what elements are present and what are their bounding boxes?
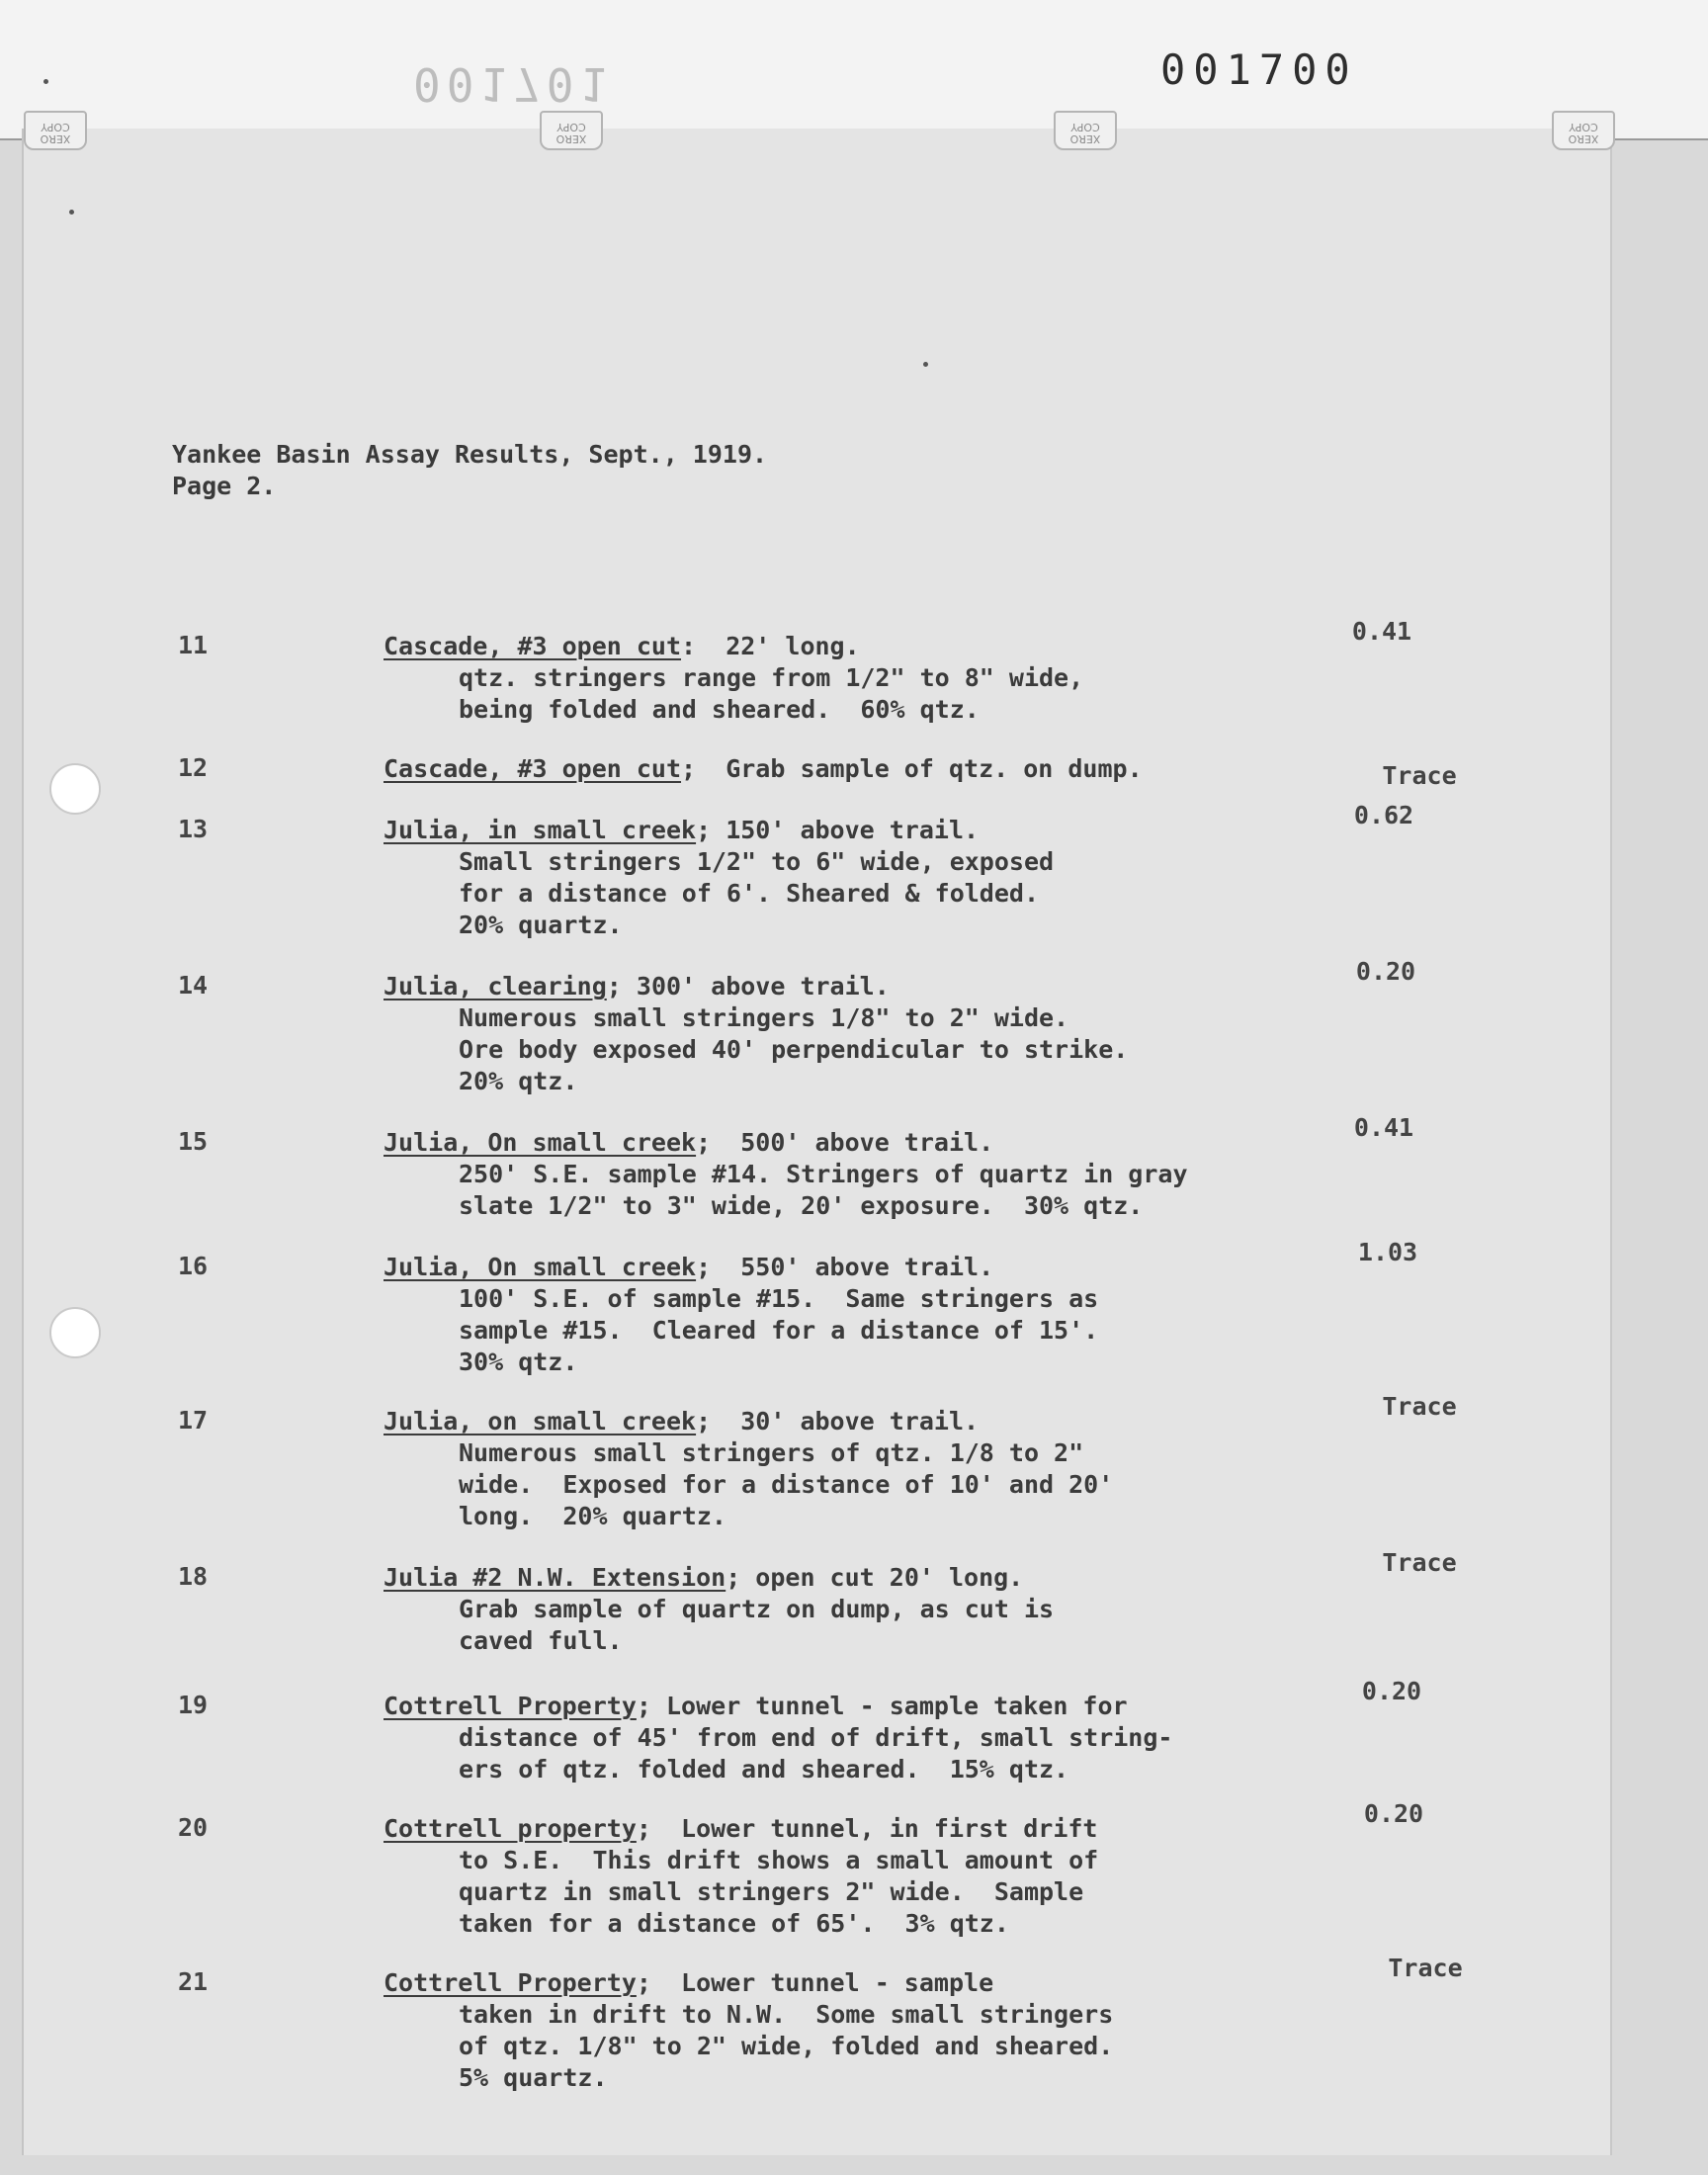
sample-description xyxy=(384,1691,1172,1785)
location-separator: ; xyxy=(696,816,712,844)
document-title xyxy=(172,439,767,502)
page-label: Page 2. xyxy=(172,472,277,500)
assay-result: 1.03 xyxy=(1357,1238,1418,1266)
description-first-line xyxy=(384,754,1143,783)
description-first-line xyxy=(384,1968,993,1997)
description-line: sample #15. Cleared for a distance of 15'. xyxy=(459,1316,1099,1345)
description-first-line xyxy=(384,1814,1097,1843)
description-line: 100' S.E. of sample #15. Same stringers as xyxy=(459,1284,1099,1313)
sample-number: 20 xyxy=(178,1813,209,1842)
description-lead: Lower tunnel - sample xyxy=(650,1968,994,1997)
location-separator: ; xyxy=(606,972,622,1000)
assay-result: 0.62 xyxy=(1353,801,1414,829)
description-lead: 22' long. xyxy=(696,632,860,660)
assay-result: Trace xyxy=(1382,1392,1457,1421)
location-separator: ; xyxy=(696,1407,712,1436)
sample-location: Cottrell Property xyxy=(384,1968,637,1997)
sample-number: 11 xyxy=(178,631,209,659)
description-lead: Lower tunnel - sample taken for xyxy=(650,1692,1128,1720)
description-line: for a distance of 6'. Sheared & folded. xyxy=(459,879,1039,908)
description-line: long. 20% quartz. xyxy=(459,1502,726,1530)
speck xyxy=(69,210,74,215)
description-line: wide. Exposed for a distance of 10' and 20' xyxy=(459,1470,1114,1499)
sample-number: 14 xyxy=(178,971,209,1000)
sample-description xyxy=(384,753,1143,785)
assay-result: Trace xyxy=(1382,761,1457,790)
description-lead: Grab sample of qtz. on dump. xyxy=(696,754,1143,783)
assay-result: 0.20 xyxy=(1355,957,1416,986)
description-line: 20% qtz. xyxy=(459,1067,578,1095)
description-line: Ore body exposed 40' perpendicular to strike. xyxy=(459,1035,1129,1064)
assay-result: 0.41 xyxy=(1353,1113,1414,1142)
sample-number: 12 xyxy=(178,753,209,782)
description-line: taken in drift to N.W. Some small stringers xyxy=(459,2000,1114,2029)
assay-result: 0.20 xyxy=(1361,1677,1422,1705)
assay-result: 0.41 xyxy=(1351,617,1412,646)
sample-number: 15 xyxy=(178,1127,209,1156)
location-separator: ; xyxy=(681,754,697,783)
sample-location: Julia, clearing xyxy=(384,972,607,1000)
sample-number: 21 xyxy=(178,1967,209,1996)
description-lead: 30' above trail. xyxy=(711,1407,980,1436)
sample-description xyxy=(384,631,1083,726)
sample-description xyxy=(384,815,1054,941)
ghost-document-number: 001701 xyxy=(413,57,614,111)
document-number: 001700 xyxy=(1160,45,1358,94)
location-separator: ; xyxy=(636,1692,651,1720)
description-line: being folded and sheared. 60% qtz. xyxy=(459,695,980,724)
description-line: quartz in small stringers 2" wide. Sample xyxy=(459,1877,1084,1906)
description-first-line xyxy=(384,1128,993,1157)
sample-description xyxy=(384,971,1128,1097)
location-separator: ; xyxy=(726,1563,741,1592)
sample-location: Julia, On small creek xyxy=(384,1128,697,1157)
description-lead: 150' above trail. xyxy=(711,816,980,844)
description-line: to S.E. This drift shows a small amount of xyxy=(459,1846,1099,1874)
sample-location: Julia #2 N.W. Extension xyxy=(384,1563,726,1592)
description-lead: open cut 20' long. xyxy=(740,1563,1024,1592)
sample-description xyxy=(384,1562,1054,1657)
location-separator: ; xyxy=(636,1814,651,1843)
description-first-line xyxy=(384,1692,1128,1720)
sample-location: Cottrell Property xyxy=(384,1692,637,1720)
title-line: Yankee Basin Assay Results, Sept., 1919. xyxy=(172,440,768,469)
sample-description xyxy=(384,1967,1113,2094)
description-line: qtz. stringers range from 1/2" to 8" wide, xyxy=(459,663,1084,692)
description-first-line xyxy=(384,1563,1023,1592)
xerox-copy-stamp: XERO COPY xyxy=(1054,111,1117,150)
description-line: caved full. xyxy=(459,1626,623,1655)
description-lead: Lower tunnel, in first drift xyxy=(650,1814,1098,1843)
description-line: 30% qtz. xyxy=(459,1348,578,1376)
assay-result: Trace xyxy=(1388,1954,1463,1982)
description-lead: 300' above trail. xyxy=(621,972,890,1000)
description-line: Numerous small stringers 1/8" to 2" wide. xyxy=(459,1003,1069,1032)
sample-description xyxy=(384,1252,1098,1378)
description-line: Small stringers 1/2" to 6" wide, exposed xyxy=(459,847,1055,876)
description-first-line xyxy=(384,816,979,844)
xerox-copy-stamp: XERO COPY xyxy=(540,111,603,150)
sample-location: Julia, On small creek xyxy=(384,1253,697,1281)
sample-location: Julia, in small creek xyxy=(384,816,697,844)
description-line: 250' S.E. sample #14. Stringers of quartz in gray xyxy=(459,1160,1188,1188)
xerox-copy-stamp: XERO COPY xyxy=(24,111,87,150)
description-line: taken for a distance of 65'. 3% qtz. xyxy=(459,1909,1009,1938)
sample-location: Cottrell property xyxy=(384,1814,637,1843)
sample-number: 19 xyxy=(178,1691,209,1719)
assay-result: Trace xyxy=(1382,1548,1457,1577)
punch-hole xyxy=(49,1307,101,1358)
description-lead: 550' above trail. xyxy=(711,1253,994,1281)
sample-description xyxy=(384,1406,1113,1532)
location-separator: ; xyxy=(696,1253,712,1281)
punch-hole xyxy=(49,763,101,815)
description-line: Grab sample of quartz on dump, as cut is xyxy=(459,1595,1055,1623)
description-line: ers of qtz. folded and sheared. 15% qtz. xyxy=(459,1755,1069,1784)
sample-number: 17 xyxy=(178,1406,209,1435)
sample-number: 16 xyxy=(178,1252,209,1280)
location-separator: ; xyxy=(696,1128,712,1157)
sample-number: 13 xyxy=(178,815,209,843)
location-separator: ; xyxy=(636,1968,651,1997)
sample-number: 18 xyxy=(178,1562,209,1591)
sample-location: Cascade, #3 open cut xyxy=(384,754,682,783)
description-line: 5% quartz. xyxy=(459,2063,608,2092)
description-first-line xyxy=(384,632,860,660)
sample-location: Julia, on small creek xyxy=(384,1407,697,1436)
sample-description xyxy=(384,1127,1188,1222)
description-first-line xyxy=(384,1407,979,1436)
xerox-copy-stamp: XERO COPY xyxy=(1552,111,1615,150)
description-first-line xyxy=(384,972,890,1000)
description-line: 20% quartz. xyxy=(459,911,623,939)
description-lead: 500' above trail. xyxy=(711,1128,994,1157)
description-first-line xyxy=(384,1253,993,1281)
description-line: slate 1/2" to 3" wide, 20' exposure. 30% qtz. xyxy=(459,1191,1144,1220)
description-line: Numerous small stringers of qtz. 1/8 to 2" xyxy=(459,1438,1084,1467)
description-line: distance of 45' from end of drift, small string- xyxy=(459,1723,1173,1752)
location-separator: : xyxy=(681,632,697,660)
sample-location: Cascade, #3 open cut xyxy=(384,632,682,660)
speck xyxy=(923,362,928,367)
assay-result: 0.20 xyxy=(1363,1799,1424,1828)
description-line: of qtz. 1/8" to 2" wide, folded and sheared. xyxy=(459,2032,1114,2060)
speck xyxy=(43,79,48,84)
sample-description xyxy=(384,1813,1098,1940)
scan-top-band xyxy=(0,0,1708,140)
